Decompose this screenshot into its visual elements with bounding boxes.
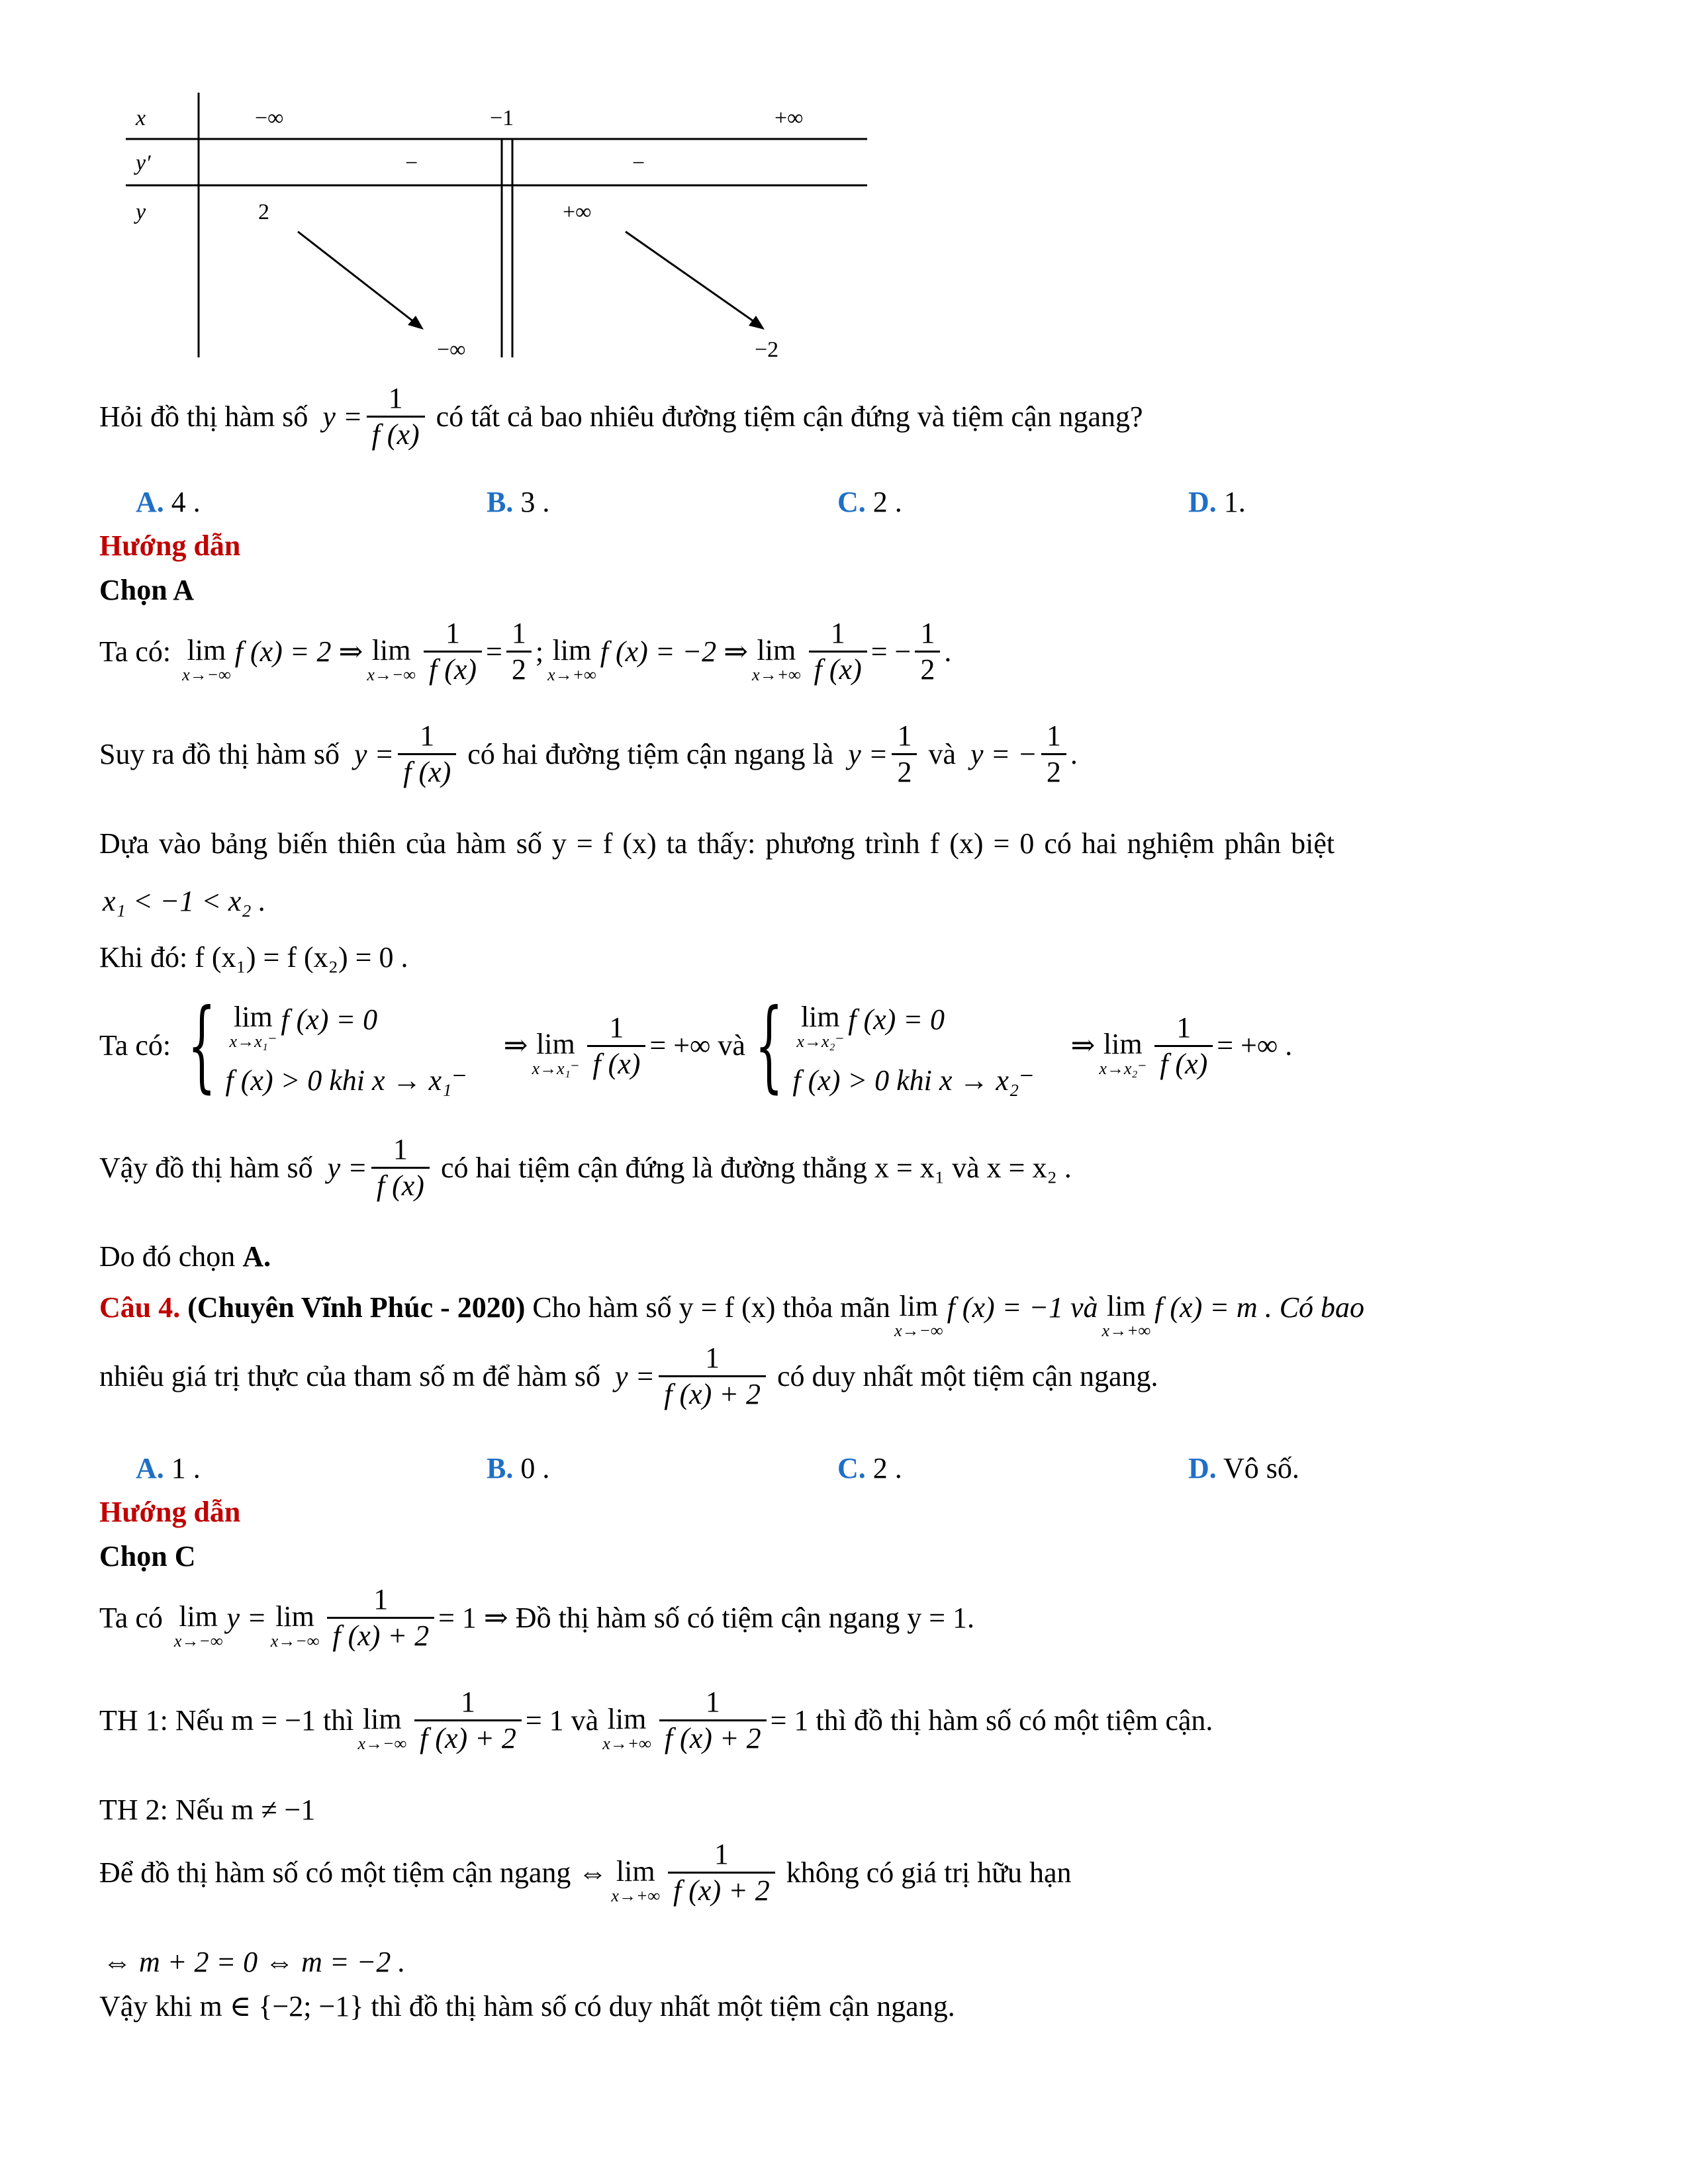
q3-guide-heading: Hướng dẫn (99, 529, 241, 562)
q3-roots: x₁ < −1 < x₂ . (103, 885, 266, 917)
q4-choice: Chọn C (99, 1540, 196, 1572)
table-header-y-prime: y′ (136, 151, 151, 175)
q4-option-a[interactable]: A. 1 . (136, 1452, 201, 1484)
q3-line-limits: Ta có: lim x→−∞ f (x) = 2 ⇒ lim x→−∞ $\frac{1}{f (x)}$ = $\frac{1}{2}$ ; lim x→+∞ f (x) = −2 ⇒ lim x→+∞ $\frac{1}{f (x)}$ = − $\frac{1}{2}$ . (99, 617, 952, 686)
table-header-y: y (136, 200, 146, 224)
q4-guide-heading: Hướng dẫn (99, 1496, 241, 1528)
q3-roots-values: Khi đó: f (x₁) = f (x₂) = 0 . (99, 941, 408, 974)
decrease-arrow-2 (626, 232, 758, 324)
q4-step-1: Ta có lim x→−∞ y = lim x→−∞ $\frac{1}{f (x) + 2}$ = 1 ⇒ Đồ thị hàm số có tiệm cận ngang y = 1. (99, 1583, 975, 1652)
system-brace-1-icon: { (187, 988, 216, 1103)
table-y-minus-2: −2 (755, 338, 779, 362)
q3-option-c[interactable]: C. 2 . (837, 486, 902, 518)
decrease-arrow-1 (298, 232, 417, 324)
table-x-minus-one: −1 (490, 106, 514, 130)
q3-table-reading: Dựa vào bảng biến thiên của hàm số y = f (x) ta thấy: phương trình f (x) = 0 có hai nghiệm phân biệt (99, 827, 1335, 860)
system-brace-2-icon: { (755, 988, 784, 1103)
q3-question: Hỏi đồ thị hàm số y = $\frac{1}{f (x)}$ có tất cả bao nhiêu đường tiệm cận đứng và tiệm cận ngang? (99, 382, 1143, 451)
q4-option-c[interactable]: C. 2 . (837, 1452, 902, 1484)
q4-question-line-2: nhiêu giá trị thực của tham số m để hàm số y = $\frac{1}{f (x) + 2}$ có duy nhất một tiệm cận ngang. (99, 1342, 1158, 1410)
system-1: lim x→x₁⁻ f (x) = 0 f (x) > 0 khi x → x₁⁻ (225, 1001, 467, 1097)
q4-case-2: TH 2: Nếu m ≠ −1 (99, 1794, 316, 1826)
q3-conclusion: Vậy đồ thị hàm số y = $\frac{1}{f (x)}$ có hai tiệm cận đứng là đường thẳng x = x₁ và x = x₂ . (99, 1133, 1072, 1202)
q4-question-line-1: Câu 4. (Chuyên Vĩnh Phúc - 2020) Cho hàm số y = f (x) thỏa mãn lim x→−∞ f (x) = −1 và lim x→+∞ f (x) = m . Có bao (99, 1290, 1365, 1340)
table-x-minus-inf: −∞ (255, 106, 284, 130)
table-y-minus-inf: −∞ (437, 338, 466, 362)
q4-option-d[interactable]: D. Vô số. (1188, 1452, 1299, 1484)
q4-step-condition: Để đồ thị hàm số có một tiệm cận ngang ⇔ lim x→+∞ $\frac{1}{f (x) + 2}$ không có giá trị hữu hạn (99, 1838, 1072, 1907)
q4-step-solve: ⇔ m + 2 = 0 ⇔ m = −2 . (103, 1946, 406, 1978)
q3-choice: Chọn A (99, 574, 195, 606)
q3-final: Do đó chọn A. (99, 1240, 271, 1273)
system-2: lim x→x₂⁻ f (x) = 0 f (x) > 0 khi x → x₂⁻ (792, 1001, 1035, 1097)
table-yprime-sign-2: − (632, 151, 645, 175)
variation-table (113, 93, 887, 371)
arrow-head-2 (749, 316, 765, 330)
q3-vertical-limits: Ta có: { lim x→x₁⁻ f (x) = 0 f (x) > 0 khi x → x₁⁻ ⇒ lim x→x₁⁻ $\frac{1}{f (x)}$ = +∞ và { lim x→x₂⁻ f (x) = 0 f (x) > 0 khi x → x₂⁻ ⇒ lim x→x₂⁻ $\frac{1}{f (x)}$ = +∞ . (99, 988, 1293, 1103)
q3-horizontal-asymptotes: Suy ra đồ thị hàm số y = $\frac{1}{f (x)}$ có hai đường tiệm cận ngang là y = $\frac{1}{2}$ và y = − $\frac{1}{2}$ . (99, 719, 1078, 788)
q4-case-1: TH 1: Nếu m = −1 thì lim x→−∞ $\frac{1}{f (x) + 2}$ = 1 và lim x→+∞ $\frac{1}{f (x) + 2}$ = 1 thì đồ thị hàm số có một tiệm cận. (99, 1686, 1213, 1754)
table-y-plus-inf: +∞ (563, 200, 592, 224)
table-header-x: x (136, 106, 146, 130)
table-x-plus-inf: +∞ (774, 106, 804, 130)
q4-option-b[interactable]: B. 0 . (487, 1452, 550, 1484)
q4-conclusion: Vậy khi m ∈ {−2; −1} thì đồ thị hàm số có duy nhất một tiệm cận ngang. (99, 1990, 955, 2023)
q3-option-a[interactable]: A. 4 . (136, 486, 201, 518)
q3-option-d[interactable]: D. 1. (1188, 486, 1246, 518)
q3-option-b[interactable]: B. 3 . (487, 486, 550, 518)
table-yprime-sign-1: − (405, 151, 418, 175)
table-y-value-2: 2 (258, 200, 269, 224)
